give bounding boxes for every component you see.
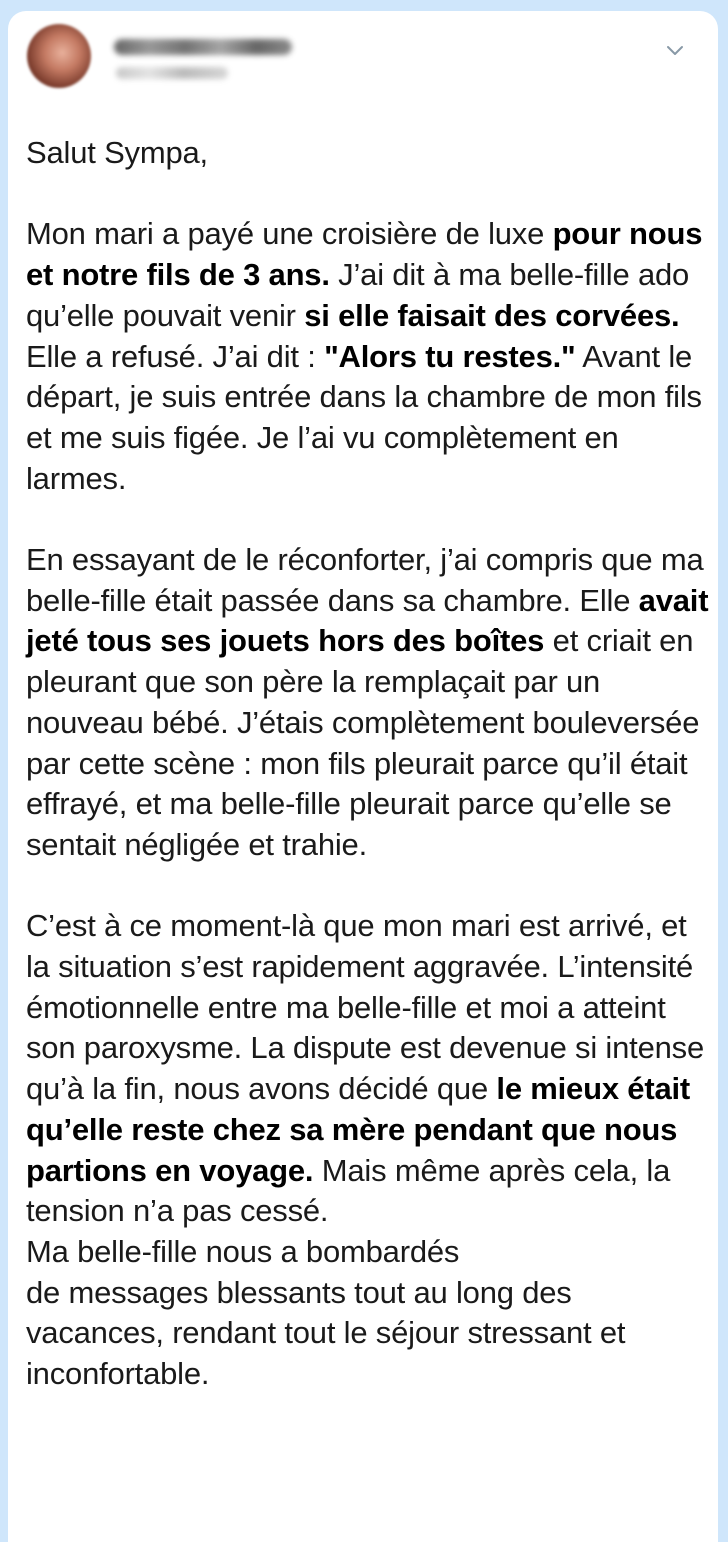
text-run: En essayant de le réconforter, j’ai compris que ma belle-fille était passée dans sa chambre. Elle [26, 542, 704, 618]
text-run: de messages blessants tout au long des vacances, rendant tout le séjour stressant et inconfortable. [26, 1274, 626, 1392]
tweet-paragraph-3 [26, 906, 712, 1394]
display-name-blurred[interactable] [114, 39, 292, 55]
tweet-paragraph-1 [26, 214, 712, 499]
text-run: C’est à ce moment-là que mon mari est arrivé, et la situation s’est rapidement aggravée. L’intensité émotionnelle entre ma belle-fille et moi a atteint son paroxysme. La dispute est devenue si intense qu’à la fin, nous avons décidé que [26, 908, 704, 1107]
tweet-text [26, 133, 712, 1435]
text-run: Avant le départ, je suis entrée dans la chambre de mon fils et me suis figée. Je l’ai vu complètement en larmes. [26, 338, 702, 496]
text-run: Mais même après cela, la tension n’a pas cessé. [26, 1152, 671, 1229]
bold-text-run: avait jeté tous ses jouets hors des boîtes [26, 582, 709, 659]
text-run: Ma belle-fille nous a bombardés [26, 1233, 460, 1269]
text-run: Mon mari a payé une croisière de luxe [26, 216, 553, 252]
username-blurred [116, 67, 228, 79]
tweet-card [8, 11, 718, 1542]
tweet-paragraph-2 [26, 540, 712, 866]
text-run: Elle a refusé. J’ai dit : [26, 338, 325, 374]
text-run: et criait en pleurant que son père la remplaçait par un nouveau bébé. J’étais complètement bouleversée par cette scène : mon fils pleurait parce qu’il était effrayé, et ma belle-fille pleurait parce qu’elle se sentait négligée et trahie. [26, 623, 700, 862]
text-run: J’ai dit à ma belle-fille ado qu’elle pouvait venir [26, 257, 690, 333]
avatar[interactable] [27, 24, 91, 88]
bold-text-run: si elle faisait des corvées. [304, 297, 680, 333]
tweet-greeting: Salut Sympa, [26, 135, 208, 170]
bold-text-run: "Alors tu restes." [324, 338, 576, 374]
bold-text-run: pour nous et notre fils de 3 ans. [26, 216, 703, 293]
bold-text-run: le mieux était qu’elle reste chez sa mère pendant que nous partions en voyage. [26, 1071, 691, 1188]
chevron-down-icon[interactable] [664, 39, 686, 61]
